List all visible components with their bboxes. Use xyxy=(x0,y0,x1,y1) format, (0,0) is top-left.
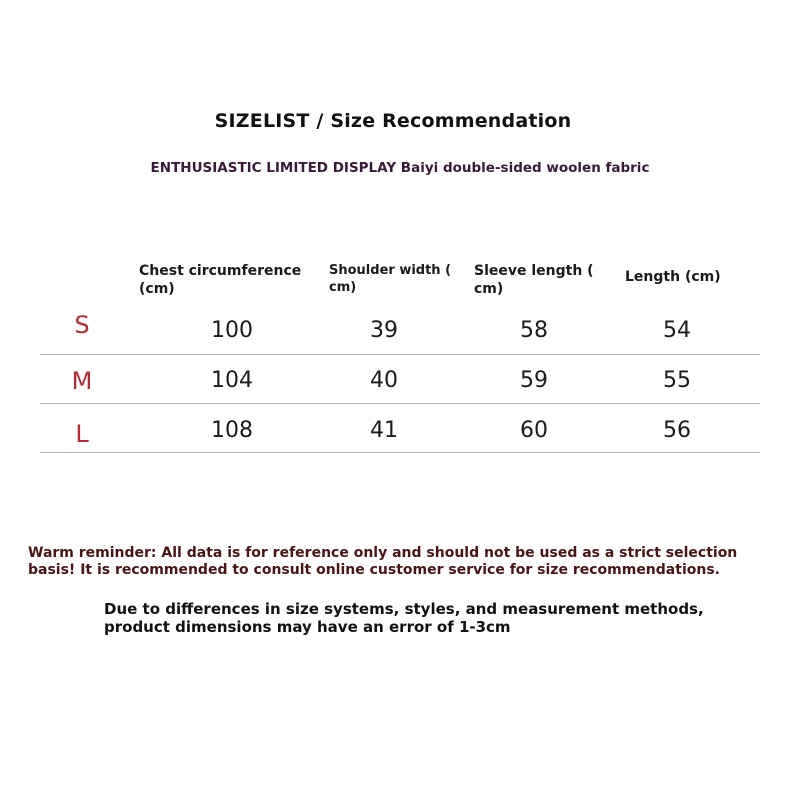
row-divider xyxy=(40,452,760,453)
table-cell-chest: 100 xyxy=(211,318,253,343)
header-shoulder-line2: cm) xyxy=(329,280,357,295)
header-sleeve xyxy=(474,262,604,298)
page-title: SIZELIST / Size Recommendation xyxy=(214,110,572,132)
row-divider xyxy=(40,354,760,355)
measurement-note: Due to differences in size systems, styles, and measurement methods, product dimensions may have an error of 1-3cm xyxy=(104,600,704,636)
page-subtitle: ENTHUSIASTIC LIMITED DISPLAY Baiyi double-sided woolen fabric xyxy=(150,160,650,176)
header-shoulder xyxy=(329,262,459,296)
header-shoulder-line1: Shoulder width ( xyxy=(329,263,452,278)
table-cell-chest: 104 xyxy=(211,368,253,393)
header-length-line1: Length (cm) xyxy=(625,269,721,285)
table-cell-length: 56 xyxy=(663,418,691,443)
table-cell-length: 54 xyxy=(663,318,691,343)
size-label-l: L xyxy=(75,420,89,448)
size-label-m: M xyxy=(71,367,93,395)
header-chest-line1: Chest circumference xyxy=(139,263,302,279)
row-divider xyxy=(40,403,760,404)
header-sleeve-line2: cm) xyxy=(474,281,504,297)
table-cell-shoulder: 41 xyxy=(370,418,398,443)
table-cell-length: 55 xyxy=(663,368,691,393)
table-cell-shoulder: 39 xyxy=(370,318,398,343)
table-cell-sleeve: 59 xyxy=(520,368,548,393)
table-cell-sleeve: 60 xyxy=(520,418,548,443)
header-length xyxy=(625,268,745,286)
size-label-s: S xyxy=(74,311,90,339)
header-sleeve-line1: Sleeve length ( xyxy=(474,263,594,279)
header-chest xyxy=(139,262,319,298)
table-cell-chest: 108 xyxy=(211,418,253,443)
table-cell-shoulder: 40 xyxy=(370,368,398,393)
table-cell-sleeve: 58 xyxy=(520,318,548,343)
header-chest-line2: (cm) xyxy=(139,281,175,297)
warm-reminder: Warm reminder: All data is for reference only and should not be used as a strict selection basis! It is recommended to consult online customer service for size recommendations. xyxy=(28,545,738,578)
